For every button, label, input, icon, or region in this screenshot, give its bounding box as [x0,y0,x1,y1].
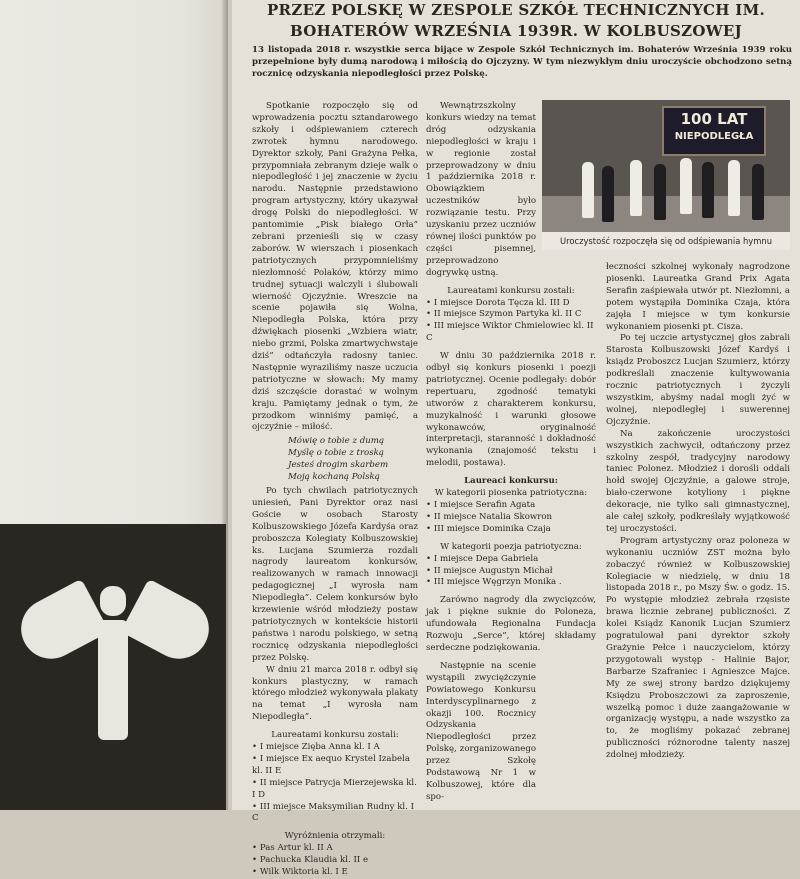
list-item: • II miejsce Szymon Partyka kl. II C [426,309,582,320]
performer-figure [680,158,692,214]
list-item: • I miejsce Serafin Agata [426,500,536,510]
eagle-body-shape [98,620,128,740]
col3-paragraph-3: Na zakończenie uroczystości wszystkich zachwycił, odtańczony przez szkolny zespół, tradycyjny narodowy taniec Polonez. Młodzież i dorośli oddali hołd swojej Ojczyźnie, a galowe stroje, biało-czerwone kotyliony i piękne dekoracje, nie tylko sali gimnastycznej, ale całej szkoły, podkreślały wyjątkowość tej uroczystości. [606,428,790,534]
poem [288,436,418,484]
left-wing-shape [11,579,110,670]
performer-figure [752,164,764,220]
list-item: • II miejsce Augustyn Michał [426,565,553,576]
art-laureates-title: Laureatami konkursu zostali: [271,730,399,741]
poem-line: Moją kochaną Polską [288,472,380,483]
column-1 [252,101,418,879]
col1-paragraph-1: Spotkanie rozpoczęło się od wprowadzenia pocztu sztandarowego szkoły i odśpiewaniem czterech zwrotek hymnu narodowego. Dyrektor szkoły, Pani Grażyna Pełka, przypomniała zebranym dzieje walk o niepodległość i jej znaczenie w życiu narodu. Następnie przedstawiono program artystyczny, który ukazywał drogę Polski do niepodległości. W pantomimie „Pisk białego Orła” zebrani przenieśli się w czasy zaborów. W wierszach i piosenkach patriotycznych przypomnieliśmy niezłomność Polaków, którzy mimo trudnej sytuacji walczyli i ślubowali wierność Ojczyźnie. Wreszcie na scenie pojawiła się Wolna, Niepodległa Polska, która przy dźwiękach piosenki „Wzbiera wiatr, niebo grzmi, Polska zmartwychwstaje dziś” odtańczyła radosny taniec. Następnie wyraziliśmy nasze uczucia patriotyczne w słowach: My mamy dziś szczęście dorastać w wolnym kraju. Pamiętamy jednak o tym, że przodkom winniśmy pamięć, a ojczyźnie – miłość. [252,101,418,433]
jubilee-banner [662,106,766,156]
article-headline [242,0,790,42]
col3-paragraph-2: Po tej uczcie artystycznej głos zabrali Starosta Kolbuszowski Józef Kardyś i ksiądz Proboszcz Lucjan Szumierz, którzy podkreślali znaczenie kultywowania rocznic patriotycznych i życzyli wszystkim, abyśmy nadal mogli żyć w wolnej, niepodległej i suwerennej Ojczyźnie. [606,333,790,427]
quiz-laureates-title: Laureatami konkursu zostali: [447,285,575,296]
distinctions-title: Wyróżnienia otrzymali: [284,831,386,842]
col2-paragraph-3: Zarówno nagrody dla zwycięzców, jak i piękne suknie do Poloneza, ufundowała Regionalna Fundacja Rozwoju „Serce”, której składamy serdeczne podziękowania. [426,595,596,653]
col2-narrow-block-2 [426,661,536,804]
performer-figure [630,160,642,216]
article-lead: 13 listopada 2018 r. wszystkie serca bijące w Zespole Szkół Technicznych im. Bohaterów Września 1939 roku przepełnione były dumą narodową i miłością do Ojczyzny. W tym niezwykłym dniu uroczyście obchodzono setną rocznicę odzyskania niepodległości przez Polskę. [252,45,792,80]
performer-figure [654,164,666,220]
list-item: • III miejsce Maksymilian Rudny kl. I C [252,801,415,824]
performer-figure [728,160,740,216]
right-wing-shape [121,579,220,670]
col2-paragraph-4: Następnie na scenie wystąpili zwyciężczynie Powiatowego Konkursu Interdyscyplinarnego z okazji 100. Rocznicy Odzyskania Niepodległości przez Polskę, zorganizowanego przez Szkołę Podstawową Nr 1 w Kolbuszowej, które dla spo- [426,660,536,802]
performer-figure [702,162,714,218]
col3-paragraph-1: łeczności szkolnej wykonały nagrodzone piosenki. Laureatka Grand Prix Agata Serafin zaśpiewała utwór pt. Niezłomni, a potem wystąpiła Dominika Czaja, która zajęła I miejsce w tym konkursie wykonaniem piosenki pt. Cisza. [606,262,790,332]
list-item: • II miejsce Natalia Skowron [426,511,553,522]
headline-line-2: BOHATERÓW WRZEŚNIA 1939R. W KOLBUSZOWEJ [290,22,742,40]
list-item: • Pas Artur kl. II A [252,843,333,854]
photo-caption: Uroczystość rozpoczęła się od odśpiewania hymnu [542,232,790,250]
list-item: • I miejsce Depa Gabriela [426,553,539,564]
song-category: W kategorii piosenka patriotyczna: [434,488,588,499]
banner-top-text: 100 LAT [680,110,748,128]
performer-figure [602,166,614,222]
eagle-pantomime-photo [0,524,226,810]
list-item: • Pachucka Klaudia kl. II e [252,855,369,866]
list-item: • II miejsce Patrycja Mierzejewska kl. I D [252,777,417,800]
list-item: • Wilk Wiktoria kl. I E [252,867,348,878]
col1-paragraph-3: W dniu 21 marca 2018 r. odbył się konkurs plastyczny, w ramach którego młodzież wykonywała plakaty na temat „I wyrosła nam Niepodległa”. [252,664,418,723]
list-item: • I miejsce Dorota Tęcza kl. III D [426,297,570,308]
poem-line: Myślę o tobie z troską [288,448,384,459]
anthem-photo [542,100,790,232]
col2-narrow-block [426,101,536,280]
performer-figure [582,162,594,218]
song-contest-title: Laureaci konkursu: [464,476,558,487]
list-item: • III miejsce Węgrzyn Monika . [426,577,562,588]
poem-line: Jesteś drogim skarbem [288,460,389,471]
poetry-category: W kategorii poezja patriotyczna: [440,541,582,552]
poem-line: Mówię o tobie z dumą [288,436,385,447]
col3-paragraph-4: Program artystyczny oraz poloneza w wykonaniu uczniów ZST można było zobaczyć również w Kolbuszowskiej Kolegiacie w niedzielę, w dniu 18 listopada 2018 r., po Mszy Św. o godz. 15. Po występie młodzież zebrała rzęsiste brawa licznie zebranej publiczności. Z kolei Ksiądz Kanonik Lucjan Szumierz pogratulował pani dyrektor szkoły Grażynie Pełce i nauczycielom, którzy przygotowali występ - Halinie Bajor, Barbarze Szafraniec i Agnieszce Majce. My ze swej strony bardzo dziękujemy Księdzu Proboszczowi za zaproszenie, wszelką pomoc i duże zaangażowanie w organizację występu, a nade wszystko za to, że mogliśmy pokazać zebranej publiczności różnorodne talenty naszej zdolnej młodzieży. [606,535,790,761]
headline-line-1: PRZEZ POLSKĘ W ZESPOLE SZKÓŁ TECHNICZNYCH IM. [266,1,766,19]
eagle-head-shape [100,586,126,616]
list-item: • I miejsce Zięba Anna kl. I A [252,742,380,753]
col1-paragraph-2: Po tych chwilach patriotycznych uniesień, Pani Dyrektor oraz nasi Goście w osobach Starosty Kolbuszowskiego Józefa Kardyśa oraz proboszcza Kolegiaty Kolbuszowskiej ks. Lucjana Szumierza rozdali nagrody laureatom konkursów, realizowanych w ramach innowacji pedagogicznej „I wyrosła nam Niepodległa”. Celem konkursów było krzewienie wśród młodzieży postaw patriotycznych w kontekście historii państwa i narodu polskiego, w setną rocznicę odzyskania niepodległości przez Polskę. [252,486,418,663]
col2-paragraph-1: Wewnątrzszkolny konkurs wiedzy na temat dróg odzyskania niepodległości w kraju i w regionie został przeprowadzony w dniu 1 października 2018 r. Obowiązkiem uczestników było rozwiązanie testu. Przy uzyskaniu przez uczniów równej ilości punktów po części pisemnej, przeprowadzono dogrywkę ustną. [426,101,536,278]
col2-paragraph-2: W dniu 30 października 2018 r. odbył się konkurs piosenki i poezji patriotycznej. Ocenie podlegały: dobór repertuaru, zgodność tematyki utworów z charakterem konkursu, muzykalność i warunki głosowe wykonawców, oryginalność interpretacji, staranność i dokładność wykonania (znajomość tekstu i melodii, postawa). [426,351,596,469]
column-3 [606,262,790,762]
banner-bottom-text: NIEPODLEGŁA [674,131,754,142]
list-item: • III miejsce Wiktor Chmielowiec kl. II C [426,321,594,344]
list-item: • III miejsce Dominika Czaja [426,523,551,534]
list-item: • I miejsce Ex aequo Krystel Izabela kl. II E [252,753,410,776]
